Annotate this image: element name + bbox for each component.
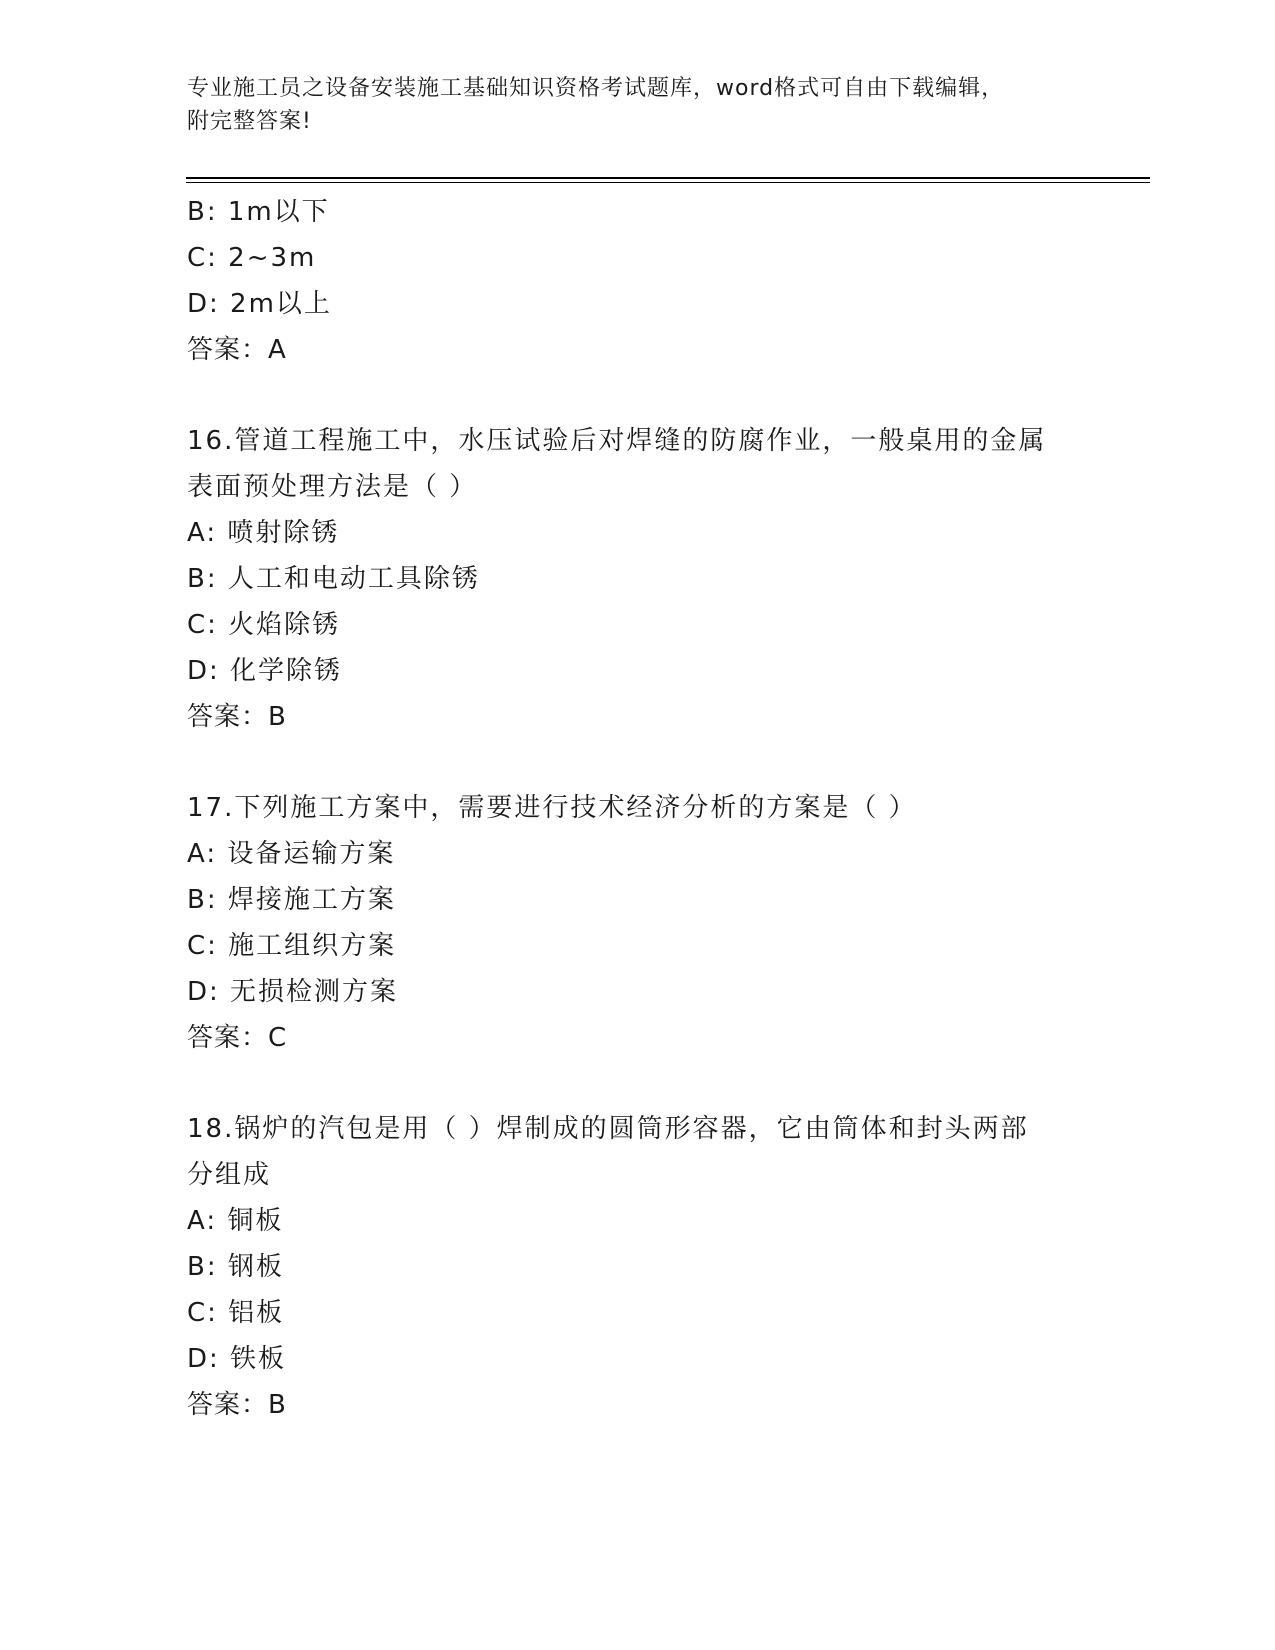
option-d: D: 化学除锈 (187, 656, 343, 686)
question-spacer (187, 740, 1087, 785)
option-c: C: 2~3m (187, 243, 317, 273)
option-d: D: 2m以上 (187, 289, 332, 319)
option-a: A: 设备运输方案 (187, 839, 396, 869)
header-rule-thin (186, 182, 1150, 183)
answer-line: 答案：A (187, 335, 287, 365)
option-b: B: 1m以下 (187, 197, 330, 227)
answer-line: 答案：C (187, 1023, 288, 1053)
answer-line: 答案：B (187, 702, 287, 732)
option-c: C: 铝板 (187, 1298, 285, 1328)
question-text-line-2: 表面预处理方法是（ ） (187, 472, 478, 502)
option-d: D: 无损检测方案 (187, 977, 399, 1007)
option-c: C: 施工组织方案 (187, 931, 397, 961)
option-b: B: 钢板 (187, 1252, 284, 1282)
question-spacer (187, 373, 1087, 418)
option-a: A: 铜板 (187, 1206, 284, 1236)
question-15-continued (187, 189, 1087, 373)
question-16 (187, 418, 1087, 740)
question-text-line-1: 18.锅炉的汽包是用（ ）焊制成的圆筒形容器，它由筒体和封头两部 (187, 1114, 1029, 1144)
question-17 (187, 785, 1087, 1061)
header-line-2: 附完整答案! (187, 109, 312, 134)
page-header (187, 72, 1067, 138)
question-list (187, 189, 1087, 1428)
option-b: B: 人工和电动工具除锈 (187, 564, 480, 594)
question-text-line-1: 17.下列施工方案中，需要进行技术经济分析的方案是（ ） (187, 793, 917, 823)
answer-line: 答案：B (187, 1390, 287, 1420)
header-rule-thick (186, 177, 1150, 179)
question-spacer (187, 1061, 1087, 1106)
question-18 (187, 1106, 1087, 1428)
question-text-line-2: 分组成 (187, 1160, 272, 1190)
option-d: D: 铁板 (187, 1344, 287, 1374)
option-a: A: 喷射除锈 (187, 518, 340, 548)
question-text-line-1: 16.管道工程施工中，水压试验后对焊缝的防腐作业，一般桌用的金属 (187, 426, 1047, 456)
option-c: C: 火焰除锈 (187, 610, 341, 640)
header-line-1: 专业施工员之设备安装施工基础知识资格考试题库，word格式可自由下载编辑， (187, 76, 1005, 101)
option-b: B: 焊接施工方案 (187, 885, 396, 915)
